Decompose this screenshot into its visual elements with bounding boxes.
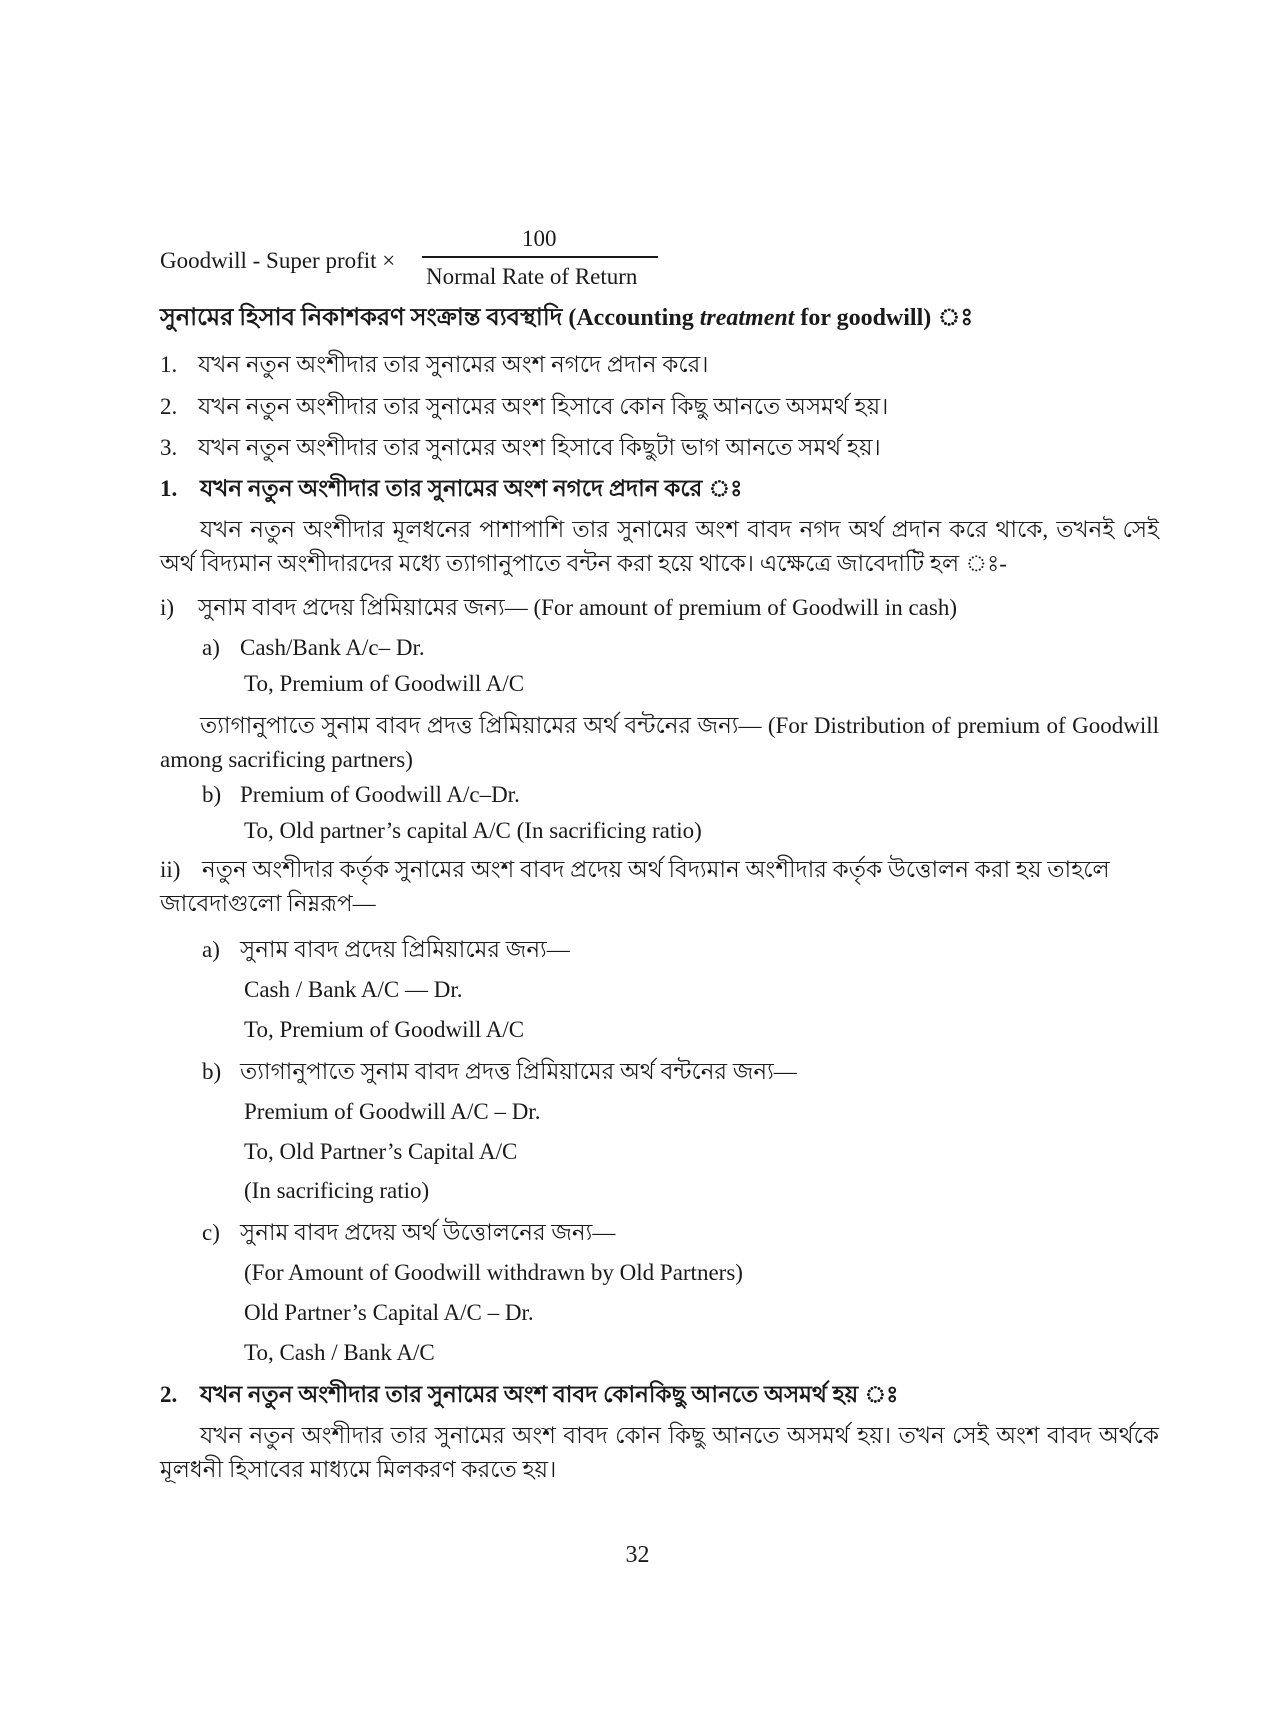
part-i-label: i) bbox=[160, 595, 175, 620]
part-ii-c bbox=[202, 1218, 615, 1248]
list-item-text: যখন নতুন অংশীদার তার সুনামের অংশ হিসাবে কিছুটা ভাগ আনতে সমর্থ হয়। bbox=[198, 435, 881, 460]
part-ii-b-line1: Premium of Goodwill A/C – Dr. bbox=[244, 1099, 541, 1124]
list-item bbox=[160, 350, 708, 380]
part-ii-b-title: ত্যাগানুপাতে সুনাম বাবদ প্রদত্ত প্রিমিয়ামের অর্থ বন্টনের জন্য— bbox=[240, 1059, 797, 1084]
part-i-b-label: b) bbox=[202, 782, 222, 807]
list-item bbox=[160, 433, 881, 463]
heading-bengali: সুনামের হিসাব নিকাশকরণ সংক্রান্ত ব্যবস্থাদি bbox=[160, 305, 563, 331]
list-item-number: 3. bbox=[160, 435, 178, 460]
formula-left: Goodwill - Super profit × bbox=[160, 248, 396, 273]
formula-numerator: 100 bbox=[522, 226, 557, 251]
page-number: 32 bbox=[625, 1542, 650, 1568]
list-item-text: যখন নতুন অংশীদার তার সুনামের অংশ নগদে প্রদান করে। bbox=[198, 352, 709, 377]
part-ii-a-line2: To, Premium of Goodwill A/C bbox=[244, 1017, 525, 1042]
part-i-a-line1: Cash/Bank A/c– Dr. bbox=[240, 635, 425, 660]
formula-denominator: Normal Rate of Return bbox=[426, 264, 638, 289]
part-ii-text: নতুন অংশীদার কর্তৃক সুনামের অংশ বাবদ প্রদেয় অর্থ বিদ্যমান অংশীদার কর্তৃক উত্তোলন করা হয় তাহলে জাবেদাগুলো নিম্নরূপ— bbox=[160, 857, 1110, 916]
part-i-line bbox=[160, 593, 957, 623]
section-1-number: 1. bbox=[160, 476, 178, 501]
part-ii-a-line1: Cash / Bank A/C — Dr. bbox=[244, 977, 463, 1002]
part-i-b-line2: To, Old partner’s capital A/C (In sacrificing ratio) bbox=[244, 818, 702, 843]
list-item-number: 2. bbox=[160, 394, 178, 419]
part-ii-b-label: b) bbox=[202, 1059, 222, 1084]
part-ii-c-line1: (For Amount of Goodwill withdrawn by Old Partners) bbox=[244, 1260, 743, 1285]
part-ii-c-line3: To, Cash / Bank A/C bbox=[244, 1340, 435, 1365]
part-ii-c-line2: Old Partner’s Capital A/C – Dr. bbox=[244, 1300, 534, 1325]
list-item-text: যখন নতুন অংশীদার তার সুনামের অংশ হিসাবে কোন কিছু আনতে অসমর্থ হয়। bbox=[198, 394, 889, 419]
part-i-b bbox=[202, 780, 520, 810]
section-2-number: 2. bbox=[160, 1382, 178, 1407]
part-i-a-line2: To, Premium of Goodwill A/C bbox=[244, 671, 525, 696]
part-i-b-line1: Premium of Goodwill A/c–Dr. bbox=[240, 782, 520, 807]
part-i-text: সুনাম বাবদ প্রদেয় প্রিমিয়ামের জন্য— (For amount of premium of Goodwill in cash) bbox=[198, 595, 957, 620]
heading-en-close: for goodwill) ঃ bbox=[794, 305, 974, 331]
part-ii-a bbox=[202, 935, 570, 965]
part-ii-a-title: সুনাম বাবদ প্রদেয় প্রিমিয়ামের জন্য— bbox=[240, 937, 570, 962]
part-ii-b-line3: (In sacrificing ratio) bbox=[244, 1178, 430, 1203]
part-ii-line bbox=[160, 853, 1159, 921]
part-ii-c-label: c) bbox=[202, 1220, 220, 1245]
part-i-distribution: ত্যাগানুপাতে সুনাম বাবদ প্রদত্ত প্রিমিয়ামের অর্থ বন্টনের জন্য— (For Distribution of premium of Goodwill among sacrificing partners) bbox=[160, 713, 1159, 772]
list-item bbox=[160, 392, 888, 422]
list-item-number: 1. bbox=[160, 352, 178, 377]
section-1-paragraph: যখন নতুন অংশীদার মূলধনের পাশাপাশি তার সুনামের অংশ বাবদ নগদ অর্থ প্রদান করে থাকে, তখনই সেই অর্থ বিদ্যমান অংশীদারদের মধ্যে ত্যাগানুপাতে বন্টন করা হয়ে থাকে। এক্ষেত্রে জাবেদাটি হল ঃ- bbox=[160, 517, 1159, 576]
section-2-paragraph: যখন নতুন অংশীদার তার সুনামের অংশ বাবদ কোন কিছু আনতে অসমর্থ হয়। তখন সেই অংশ বাবদ অর্থকে মূলধনী হিসাবের মাধ্যমে মিলকরণ করতে হয়। bbox=[160, 1423, 1159, 1482]
section-1-title bbox=[160, 474, 742, 504]
part-i-a-label: a) bbox=[202, 635, 220, 660]
part-i-a bbox=[202, 633, 425, 663]
heading-en-italic: treatment bbox=[699, 305, 795, 331]
section-1-title-text: যখন নতুন অংশীদার তার সুনামের অংশ নগদে প্রদান করে ঃ bbox=[200, 476, 743, 501]
part-ii-label: ii) bbox=[160, 857, 181, 882]
part-ii-a-label: a) bbox=[202, 937, 220, 962]
section-2-title-text: যখন নতুন অংশীদার তার সুনামের অংশ বাবদ কোনকিছু আনতে অসমর্থ হয় ঃ bbox=[200, 1382, 899, 1407]
formula-fraction-bar bbox=[422, 256, 658, 258]
section-2-title bbox=[160, 1380, 898, 1410]
part-ii-b-line2: To, Old Partner’s Capital A/C bbox=[244, 1139, 518, 1164]
heading-en-open: (Accounting bbox=[568, 305, 700, 331]
part-ii-c-title: সুনাম বাবদ প্রদেয় অর্থ উত্তোলনের জন্য— bbox=[240, 1220, 616, 1245]
part-ii-b bbox=[202, 1057, 797, 1087]
section-heading bbox=[160, 303, 973, 333]
